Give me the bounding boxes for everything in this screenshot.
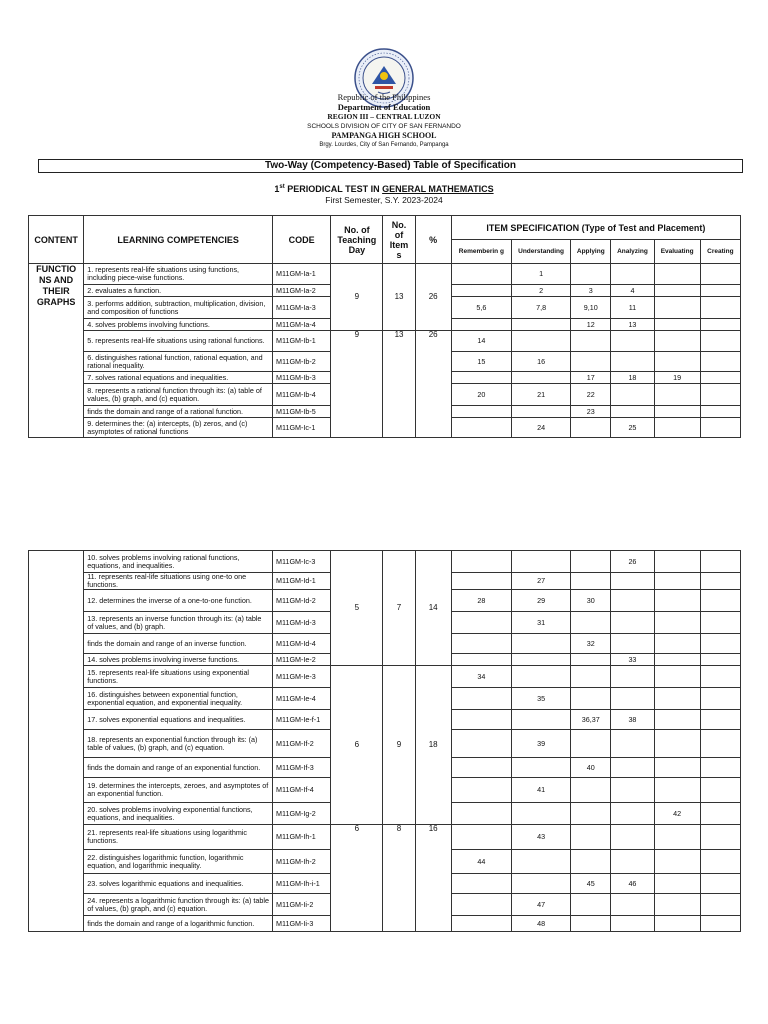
group-pct-cell: 14 bbox=[415, 551, 451, 666]
header-evaluating: Evaluating bbox=[654, 240, 700, 264]
header-content: CONTENT bbox=[29, 216, 84, 264]
item-rem-cell bbox=[451, 778, 511, 803]
group-days-cell: 6 bbox=[331, 825, 383, 932]
item-und-cell bbox=[511, 850, 570, 874]
competency-cell: finds the domain and range of an exponential function. bbox=[84, 758, 273, 778]
header-analyzing: Analyzing bbox=[611, 240, 654, 264]
item-app-cell bbox=[571, 916, 611, 932]
item-eva-cell bbox=[654, 551, 700, 573]
group-days-cell: 6 bbox=[331, 666, 383, 825]
item-cre-cell bbox=[700, 758, 740, 778]
item-cre-cell bbox=[700, 666, 740, 688]
code-cell: M11GM-Ia-3 bbox=[273, 297, 331, 319]
code-cell: M11GM-Ib-2 bbox=[273, 352, 331, 372]
item-ana-cell bbox=[611, 612, 654, 634]
item-cre-cell bbox=[700, 850, 740, 874]
item-eva-cell bbox=[654, 331, 700, 352]
group-items-cell: 8 bbox=[383, 825, 415, 932]
item-rem-cell bbox=[451, 264, 511, 285]
item-ana-cell bbox=[611, 666, 654, 688]
code-cell: M11GM-Id-1 bbox=[273, 573, 331, 590]
item-eva-cell bbox=[654, 894, 700, 916]
code-cell: M11GM-Ie-f-1 bbox=[273, 710, 331, 730]
item-ana-cell bbox=[611, 331, 654, 352]
item-ana-cell bbox=[611, 803, 654, 825]
test-title-num: 1 bbox=[274, 184, 280, 194]
item-ana-cell bbox=[611, 573, 654, 590]
code-cell: M11GM-Ih-2 bbox=[273, 850, 331, 874]
item-eva-cell bbox=[654, 319, 700, 331]
item-cre-cell bbox=[700, 319, 740, 331]
group-days-cell: 9 bbox=[331, 264, 383, 331]
item-cre-cell bbox=[700, 590, 740, 612]
test-title bbox=[0, 184, 768, 194]
code-cell: M11GM-Ib-4 bbox=[273, 384, 331, 406]
competency-cell: 11. represents real-life situations using one-to one functions. bbox=[84, 573, 273, 590]
item-app-cell bbox=[571, 894, 611, 916]
item-cre-cell bbox=[700, 634, 740, 654]
item-eva-cell bbox=[654, 590, 700, 612]
content-cell: FUNCTIO NS AND THEIR GRAPHS bbox=[29, 264, 84, 438]
code-cell: M11GM-If-2 bbox=[273, 730, 331, 758]
header-understanding: Understanding bbox=[511, 240, 570, 264]
item-und-cell bbox=[511, 551, 570, 573]
item-eva-cell bbox=[654, 384, 700, 406]
table-row bbox=[29, 264, 741, 285]
code-cell: M11GM-Ie-2 bbox=[273, 654, 331, 666]
competency-cell: 18. represents an exponential function through its: (a) table of values, (b) graph, and (c) equation. bbox=[84, 730, 273, 758]
item-cre-cell bbox=[700, 573, 740, 590]
code-cell: M11GM-Ih-1 bbox=[273, 825, 331, 850]
item-und-cell: 24 bbox=[511, 418, 570, 438]
group-days-cell: 9 bbox=[331, 331, 383, 438]
item-eva-cell bbox=[654, 710, 700, 730]
item-app-cell: 36,37 bbox=[571, 710, 611, 730]
item-app-cell bbox=[571, 654, 611, 666]
item-eva-cell bbox=[654, 285, 700, 297]
item-app-cell bbox=[571, 688, 611, 710]
table-row bbox=[29, 666, 741, 688]
competency-cell: 4. solves problems involving functions. bbox=[84, 319, 273, 331]
competency-cell: 23. solves logarithmic equations and inequalities. bbox=[84, 874, 273, 894]
item-und-cell bbox=[511, 654, 570, 666]
item-und-cell bbox=[511, 634, 570, 654]
item-rem-cell bbox=[451, 612, 511, 634]
item-app-cell: 3 bbox=[571, 285, 611, 297]
item-cre-cell bbox=[700, 894, 740, 916]
item-und-cell bbox=[511, 710, 570, 730]
item-cre-cell bbox=[700, 778, 740, 803]
item-eva-cell bbox=[654, 654, 700, 666]
table-row bbox=[29, 825, 741, 850]
competency-cell: 22. distinguishes logarithmic function, logarithmic equation, and logarithmic inequality. bbox=[84, 850, 273, 874]
competency-cell: 5. represents real-life situations using rational functions. bbox=[84, 331, 273, 352]
item-app-cell bbox=[571, 551, 611, 573]
code-cell: M11GM-Ia-1 bbox=[273, 264, 331, 285]
competency-cell: 13. represents an inverse function through its: (a) table of values, and (b) graph. bbox=[84, 612, 273, 634]
item-cre-cell bbox=[700, 372, 740, 384]
code-cell: M11GM-Ig-2 bbox=[273, 803, 331, 825]
item-cre-cell bbox=[700, 730, 740, 758]
item-app-cell bbox=[571, 730, 611, 758]
competency-cell: 2. evaluates a function. bbox=[84, 285, 273, 297]
code-cell: M11GM-Ie-3 bbox=[273, 666, 331, 688]
competency-cell: 16. distinguishes between exponential function, exponential equation, and exponential inequality. bbox=[84, 688, 273, 710]
group-days-cell: 5 bbox=[331, 551, 383, 666]
item-cre-cell bbox=[700, 406, 740, 418]
item-cre-cell bbox=[700, 285, 740, 297]
item-ana-cell bbox=[611, 778, 654, 803]
code-cell: M11GM-Ib-1 bbox=[273, 331, 331, 352]
competency-cell: 21. represents real-life situations using logarithmic functions. bbox=[84, 825, 273, 850]
item-und-cell: 47 bbox=[511, 894, 570, 916]
code-cell: M11GM-Ie-4 bbox=[273, 688, 331, 710]
item-und-cell bbox=[511, 874, 570, 894]
item-und-cell: 35 bbox=[511, 688, 570, 710]
item-rem-cell bbox=[451, 372, 511, 384]
code-cell: M11GM-Id-2 bbox=[273, 590, 331, 612]
item-cre-cell bbox=[700, 803, 740, 825]
item-und-cell: 27 bbox=[511, 573, 570, 590]
item-rem-cell: 34 bbox=[451, 666, 511, 688]
item-und-cell: 39 bbox=[511, 730, 570, 758]
code-cell: M11GM-Id-3 bbox=[273, 612, 331, 634]
item-rem-cell bbox=[451, 418, 511, 438]
item-ana-cell bbox=[611, 916, 654, 932]
competency-cell: finds the domain and range of a logarithmic function. bbox=[84, 916, 273, 932]
header-teaching-days: No. of Teaching Day bbox=[331, 216, 383, 264]
item-ana-cell: 25 bbox=[611, 418, 654, 438]
group-items-cell: 13 bbox=[383, 331, 415, 438]
item-rem-cell: 14 bbox=[451, 331, 511, 352]
item-cre-cell bbox=[700, 654, 740, 666]
item-ana-cell: 13 bbox=[611, 319, 654, 331]
item-und-cell: 29 bbox=[511, 590, 570, 612]
item-app-cell bbox=[571, 612, 611, 634]
item-eva-cell bbox=[654, 612, 700, 634]
item-eva-cell bbox=[654, 825, 700, 850]
item-eva-cell bbox=[654, 352, 700, 372]
item-cre-cell bbox=[700, 688, 740, 710]
item-rem-cell bbox=[451, 730, 511, 758]
header-region: REGION III – CENTRAL LUZON bbox=[327, 112, 441, 121]
code-cell: M11GM-Ib-5 bbox=[273, 406, 331, 418]
item-rem-cell bbox=[451, 803, 511, 825]
item-und-cell bbox=[511, 331, 570, 352]
item-ana-cell: 38 bbox=[611, 710, 654, 730]
item-rem-cell bbox=[451, 634, 511, 654]
item-app-cell: 32 bbox=[571, 634, 611, 654]
item-und-cell: 7,8 bbox=[511, 297, 570, 319]
item-ana-cell bbox=[611, 264, 654, 285]
tos-table-page2 bbox=[28, 550, 741, 932]
item-und-cell: 31 bbox=[511, 612, 570, 634]
group-pct-cell: 18 bbox=[415, 666, 451, 825]
item-rem-cell: 15 bbox=[451, 352, 511, 372]
item-und-cell: 1 bbox=[511, 264, 570, 285]
competency-cell: 14. solves problems involving inverse functions. bbox=[84, 654, 273, 666]
code-cell: M11GM-If-3 bbox=[273, 758, 331, 778]
header-applying: Applying bbox=[571, 240, 611, 264]
item-app-cell: 40 bbox=[571, 758, 611, 778]
item-app-cell: 45 bbox=[571, 874, 611, 894]
item-cre-cell bbox=[700, 551, 740, 573]
item-eva-cell bbox=[654, 418, 700, 438]
semester-label: First Semester, S.Y. 2023-2024 bbox=[325, 195, 443, 205]
competency-cell: 19. determines the intercepts, zeroes, and asymptotes of an exponential function. bbox=[84, 778, 273, 803]
item-ana-cell bbox=[611, 894, 654, 916]
item-rem-cell bbox=[451, 319, 511, 331]
item-app-cell: 17 bbox=[571, 372, 611, 384]
tos-table-page1 bbox=[28, 215, 741, 438]
header-remembering: Rememberin g bbox=[451, 240, 511, 264]
item-cre-cell bbox=[700, 874, 740, 894]
competency-cell: 20. solves problems involving exponential functions, equations, and inequalities. bbox=[84, 803, 273, 825]
code-cell: M11GM-Id-4 bbox=[273, 634, 331, 654]
competency-cell: 15. represents real-life situations using exponential functions. bbox=[84, 666, 273, 688]
header-creating: Creating bbox=[700, 240, 740, 264]
header-item-specification: ITEM SPECIFICATION (Type of Test and Placement) bbox=[451, 216, 740, 240]
code-cell: M11GM-Ii-2 bbox=[273, 894, 331, 916]
competency-cell: 1. represents real-life situations using functions, including piece-wise functions. bbox=[84, 264, 273, 285]
item-rem-cell bbox=[451, 654, 511, 666]
item-ana-cell bbox=[611, 384, 654, 406]
header-competencies: LEARNING COMPETENCIES bbox=[84, 216, 273, 264]
group-pct-cell: 26 bbox=[415, 331, 451, 438]
item-und-cell bbox=[511, 372, 570, 384]
item-ana-cell bbox=[611, 406, 654, 418]
item-cre-cell bbox=[700, 825, 740, 850]
item-ana-cell: 33 bbox=[611, 654, 654, 666]
item-eva-cell bbox=[654, 634, 700, 654]
item-cre-cell bbox=[700, 710, 740, 730]
item-rem-cell: 28 bbox=[451, 590, 511, 612]
item-app-cell: 12 bbox=[571, 319, 611, 331]
header-republic: Republic of the Philippines bbox=[337, 92, 431, 102]
item-eva-cell bbox=[654, 573, 700, 590]
group-items-cell: 7 bbox=[383, 551, 415, 666]
item-app-cell bbox=[571, 264, 611, 285]
item-app-cell: 9,10 bbox=[571, 297, 611, 319]
item-app-cell bbox=[571, 778, 611, 803]
item-und-cell: 16 bbox=[511, 352, 570, 372]
item-ana-cell: 26 bbox=[611, 551, 654, 573]
item-app-cell bbox=[571, 825, 611, 850]
item-rem-cell bbox=[451, 573, 511, 590]
item-und-cell: 2 bbox=[511, 285, 570, 297]
test-title-pre: PERIODICAL TEST IN bbox=[284, 184, 383, 194]
item-app-cell bbox=[571, 418, 611, 438]
item-cre-cell bbox=[700, 418, 740, 438]
test-title-sup: st bbox=[279, 184, 285, 190]
competency-cell: 17. solves exponential equations and inequalities. bbox=[84, 710, 273, 730]
item-eva-cell bbox=[654, 758, 700, 778]
competency-cell: 6. distinguishes rational function, rational equation, and rational inequality. bbox=[84, 352, 273, 372]
item-eva-cell bbox=[654, 297, 700, 319]
item-rem-cell bbox=[451, 285, 511, 297]
item-rem-cell bbox=[451, 894, 511, 916]
item-und-cell: 41 bbox=[511, 778, 570, 803]
item-rem-cell bbox=[451, 551, 511, 573]
competency-cell: 24. represents a logarithmic function through its: (a) table of values, (b) graph, and (c) equation. bbox=[84, 894, 273, 916]
item-ana-cell: 46 bbox=[611, 874, 654, 894]
item-ana-cell bbox=[611, 688, 654, 710]
competency-cell: 7. solves rational equations and inequalities. bbox=[84, 372, 273, 384]
item-eva-cell bbox=[654, 406, 700, 418]
item-rem-cell bbox=[451, 916, 511, 932]
item-eva-cell: 19 bbox=[654, 372, 700, 384]
item-cre-cell bbox=[700, 612, 740, 634]
item-eva-cell bbox=[654, 916, 700, 932]
item-rem-cell: 20 bbox=[451, 384, 511, 406]
item-rem-cell bbox=[451, 758, 511, 778]
item-app-cell bbox=[571, 803, 611, 825]
item-app-cell: 23 bbox=[571, 406, 611, 418]
content-cell bbox=[29, 551, 84, 932]
item-app-cell bbox=[571, 573, 611, 590]
item-eva-cell: 42 bbox=[654, 803, 700, 825]
item-app-cell: 30 bbox=[571, 590, 611, 612]
item-app-cell bbox=[571, 331, 611, 352]
competency-cell: 10. solves problems involving rational functions, equations, and inequalities. bbox=[84, 551, 273, 573]
competency-cell: 3. performs addition, subtraction, multiplication, division, and composition of functions bbox=[84, 297, 273, 319]
item-und-cell: 43 bbox=[511, 825, 570, 850]
item-rem-cell bbox=[451, 874, 511, 894]
code-cell: M11GM-Ic-3 bbox=[273, 551, 331, 573]
item-und-cell bbox=[511, 406, 570, 418]
header-department: Department of Education bbox=[337, 102, 431, 112]
item-ana-cell bbox=[611, 758, 654, 778]
code-cell: M11GM-Ib-3 bbox=[273, 372, 331, 384]
item-eva-cell bbox=[654, 778, 700, 803]
item-app-cell bbox=[571, 352, 611, 372]
item-eva-cell bbox=[654, 730, 700, 758]
item-und-cell bbox=[511, 803, 570, 825]
item-cre-cell bbox=[700, 331, 740, 352]
item-cre-cell bbox=[700, 384, 740, 406]
item-ana-cell bbox=[611, 590, 654, 612]
item-app-cell: 22 bbox=[571, 384, 611, 406]
item-cre-cell bbox=[700, 352, 740, 372]
group-pct-cell: 16 bbox=[415, 825, 451, 932]
document-title: Two-Way (Competency-Based) Table of Specification bbox=[38, 159, 743, 173]
item-rem-cell: 5,6 bbox=[451, 297, 511, 319]
group-pct-cell: 26 bbox=[415, 264, 451, 331]
item-ana-cell: 4 bbox=[611, 285, 654, 297]
header-address: Brgy. Lourdes, City of San Fernando, Pampanga bbox=[319, 142, 449, 148]
competency-cell: 8. represents a rational function through its: (a) table of values, (b) graph, and (c) equation. bbox=[84, 384, 273, 406]
item-eva-cell bbox=[654, 666, 700, 688]
code-cell: M11GM-Ii-3 bbox=[273, 916, 331, 932]
item-rem-cell bbox=[451, 406, 511, 418]
header-percent: % bbox=[415, 216, 451, 264]
item-und-cell: 21 bbox=[511, 384, 570, 406]
item-und-cell bbox=[511, 319, 570, 331]
code-cell: M11GM-If-4 bbox=[273, 778, 331, 803]
code-cell: M11GM-Ia-4 bbox=[273, 319, 331, 331]
item-und-cell bbox=[511, 666, 570, 688]
code-cell: M11GM-Ia-2 bbox=[273, 285, 331, 297]
item-cre-cell bbox=[700, 916, 740, 932]
competency-cell: 12. determines the inverse of a one-to-one function. bbox=[84, 590, 273, 612]
item-ana-cell: 11 bbox=[611, 297, 654, 319]
item-ana-cell bbox=[611, 850, 654, 874]
code-cell: M11GM-Ic-1 bbox=[273, 418, 331, 438]
item-eva-cell bbox=[654, 264, 700, 285]
item-rem-cell bbox=[451, 710, 511, 730]
item-rem-cell bbox=[451, 825, 511, 850]
group-items-cell: 13 bbox=[383, 264, 415, 331]
table-row bbox=[29, 331, 741, 352]
item-eva-cell bbox=[654, 850, 700, 874]
table-row bbox=[29, 551, 741, 573]
item-eva-cell bbox=[654, 688, 700, 710]
code-cell: M11GM-Ih-i-1 bbox=[273, 874, 331, 894]
item-cre-cell bbox=[700, 297, 740, 319]
item-rem-cell bbox=[451, 688, 511, 710]
item-ana-cell bbox=[611, 634, 654, 654]
test-title-subject: GENERAL MATHEMATICS bbox=[382, 184, 494, 194]
header-items: No. of Item s bbox=[383, 216, 415, 264]
item-ana-cell bbox=[611, 352, 654, 372]
competency-cell: finds the domain and range of a rational function. bbox=[84, 406, 273, 418]
header-division: SCHOOLS DIVISION OF CITY OF SAN FERNANDO bbox=[307, 123, 461, 130]
item-eva-cell bbox=[654, 874, 700, 894]
group-items-cell: 9 bbox=[383, 666, 415, 825]
header-school: PAMPANGA HIGH SCHOOL bbox=[331, 131, 437, 140]
item-ana-cell: 18 bbox=[611, 372, 654, 384]
competency-cell: 9. determines the: (a) intercepts, (b) zeros, and (c) asymptotes of rational functions bbox=[84, 418, 273, 438]
item-ana-cell bbox=[611, 825, 654, 850]
header-code: CODE bbox=[273, 216, 331, 264]
competency-cell: finds the domain and range of an inverse function. bbox=[84, 634, 273, 654]
item-app-cell bbox=[571, 850, 611, 874]
item-ana-cell bbox=[611, 730, 654, 758]
item-app-cell bbox=[571, 666, 611, 688]
item-und-cell: 48 bbox=[511, 916, 570, 932]
item-cre-cell bbox=[700, 264, 740, 285]
item-rem-cell: 44 bbox=[451, 850, 511, 874]
item-und-cell bbox=[511, 758, 570, 778]
